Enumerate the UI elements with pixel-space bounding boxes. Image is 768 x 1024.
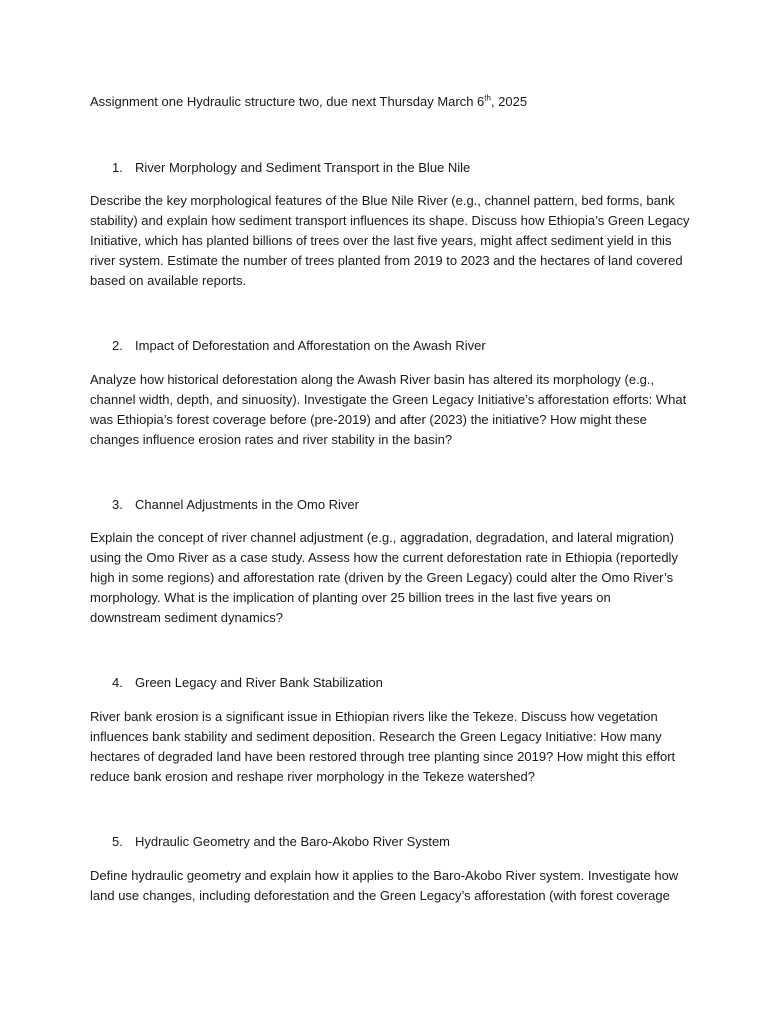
- section-4-paragraph: [90, 707, 680, 787]
- paragraph-line: Describe the key morphological features of the Blue Nile River (e.g., channel pattern, bed forms, bank: [90, 193, 675, 208]
- section-2-paragraph: [90, 370, 687, 450]
- paragraph-line: changes influence erosion rates and river stability in the basin?: [90, 432, 453, 447]
- section-number: 3.: [112, 497, 123, 512]
- paragraph-line: channel width, depth, and sinuosity). Investigate the Green Legacy Initiative’s afforestation efforts: What: [90, 392, 687, 407]
- paragraph-line: Define hydraulic geometry and explain how it applies to the Baro-Akobo River system. Investigate how: [90, 868, 679, 883]
- section-number: 4.: [112, 675, 123, 690]
- section-title: Channel Adjustments in the Omo River: [135, 497, 359, 512]
- paragraph-line: stability) and explain how sediment transport influences its shape. Discuss how Ethiopia’s Green Legacy: [90, 213, 690, 228]
- paragraph-line: high in some regions) and afforestation rate (driven by the Green Legacy) could alter the Omo River’s: [90, 570, 674, 585]
- section-4-heading: [112, 674, 383, 692]
- paragraph-line: land use changes, including deforestation and the Green Legacy’s afforestation (with forest coverage: [90, 888, 670, 903]
- paragraph-line: using the Omo River as a case study. Assess how the current deforestation rate in Ethiopia (reportedly: [90, 550, 678, 565]
- title-superscript: th: [484, 93, 491, 103]
- section-title: Green Legacy and River Bank Stabilization: [135, 675, 383, 690]
- section-number: 5.: [112, 834, 123, 849]
- paragraph-line: River bank erosion is a significant issue in Ethiopian rivers like the Tekeze. Discuss how vegetation: [90, 709, 658, 724]
- section-2-heading: [112, 337, 486, 355]
- paragraph-line: Initiative, which has planted billions of trees over the last five years, might affect sediment yield in this: [90, 233, 672, 248]
- paragraph-line: was Ethiopia’s forest coverage before (pre-2019) and after (2023) the initiative? How might these: [90, 412, 647, 427]
- paragraph-line: influences bank stability and sediment deposition. Research the Green Legacy Initiative: How many: [90, 729, 662, 744]
- section-3-paragraph: [90, 528, 680, 628]
- section-3-heading: [112, 496, 359, 514]
- section-title: River Morphology and Sediment Transport in the Blue Nile: [135, 160, 471, 175]
- paragraph-line: river system. Estimate the number of trees planted from 2019 to 2023 and the hectares of land covered: [90, 253, 683, 268]
- section-title: Impact of Deforestation and Afforestation on the Awash River: [135, 338, 486, 353]
- assignment-title: [90, 93, 527, 111]
- paragraph-line: Analyze how historical deforestation along the Awash River basin has altered its morphology (e.g.,: [90, 372, 655, 387]
- title-suffix: , 2025: [490, 94, 528, 109]
- paragraph-line: morphology. What is the implication of planting over 25 billion trees in the last five years on: [90, 590, 611, 605]
- paragraph-line: reduce bank erosion and reshape river morphology in the Tekeze watershed?: [90, 769, 535, 784]
- paragraph-line: based on available reports.: [90, 273, 247, 288]
- paragraph-line: hectares of degraded land have been restored through tree planting since 2019? How might this effort: [90, 749, 676, 764]
- section-number: 2.: [112, 338, 123, 353]
- section-number: 1.: [112, 160, 123, 175]
- section-title: Hydraulic Geometry and the Baro-Akobo River System: [135, 834, 451, 849]
- section-5-paragraph: [90, 866, 680, 906]
- paragraph-line: Explain the concept of river channel adjustment (e.g., aggradation, degradation, and lateral migration): [90, 530, 674, 545]
- section-5-heading: [112, 833, 450, 851]
- section-1-heading: [112, 159, 470, 177]
- paragraph-line: downstream sediment dynamics?: [90, 610, 283, 625]
- title-text: Assignment one Hydraulic structure two, due next Thursday March 6: [90, 94, 485, 109]
- section-1-paragraph: [90, 191, 690, 291]
